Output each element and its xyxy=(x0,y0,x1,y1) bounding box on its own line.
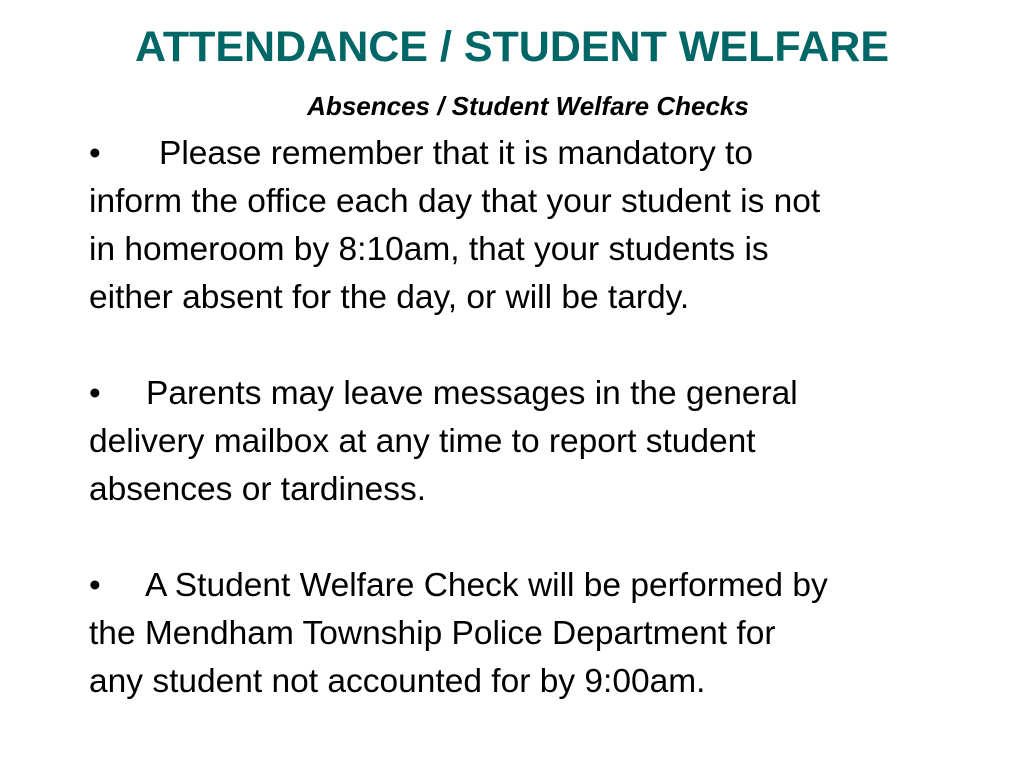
bullet-text: inform the office each day that your student is not xyxy=(89,183,821,220)
bullet-text: either absent for the day, or will be tardy. xyxy=(89,279,690,316)
bullet-item xyxy=(89,370,979,514)
bullet-line xyxy=(89,130,979,178)
bullet-item xyxy=(89,562,979,706)
slide-subtitle: Absences / Student Welfare Checks xyxy=(307,91,749,121)
bullet-icon: • xyxy=(89,375,101,412)
bullet-icon: • xyxy=(89,135,101,172)
bullet-text: A Student Welfare Check will be performed by xyxy=(145,567,828,604)
bullet-icon: • xyxy=(89,567,101,604)
bullet-text: the Mendham Township Police Department for xyxy=(89,615,776,652)
bullet-text: absences or tardiness. xyxy=(89,471,427,508)
bullet-line xyxy=(89,562,979,610)
bullet-text: delivery mailbox at any time to report student xyxy=(89,423,756,460)
bullet-text: Please remember that it is mandatory to xyxy=(159,135,753,172)
bullet-text: any student not accounted for by 9:00am. xyxy=(89,663,706,700)
bullet-item xyxy=(89,130,979,322)
bullet-line xyxy=(89,370,979,418)
bullet-list xyxy=(89,130,979,706)
bullet-text: in homeroom by 8:10am, that your students is xyxy=(89,231,769,268)
bullet-text: Parents may leave messages in the general xyxy=(146,375,798,412)
slide-title: ATTENDANCE / STUDENT WELFARE xyxy=(134,23,890,71)
